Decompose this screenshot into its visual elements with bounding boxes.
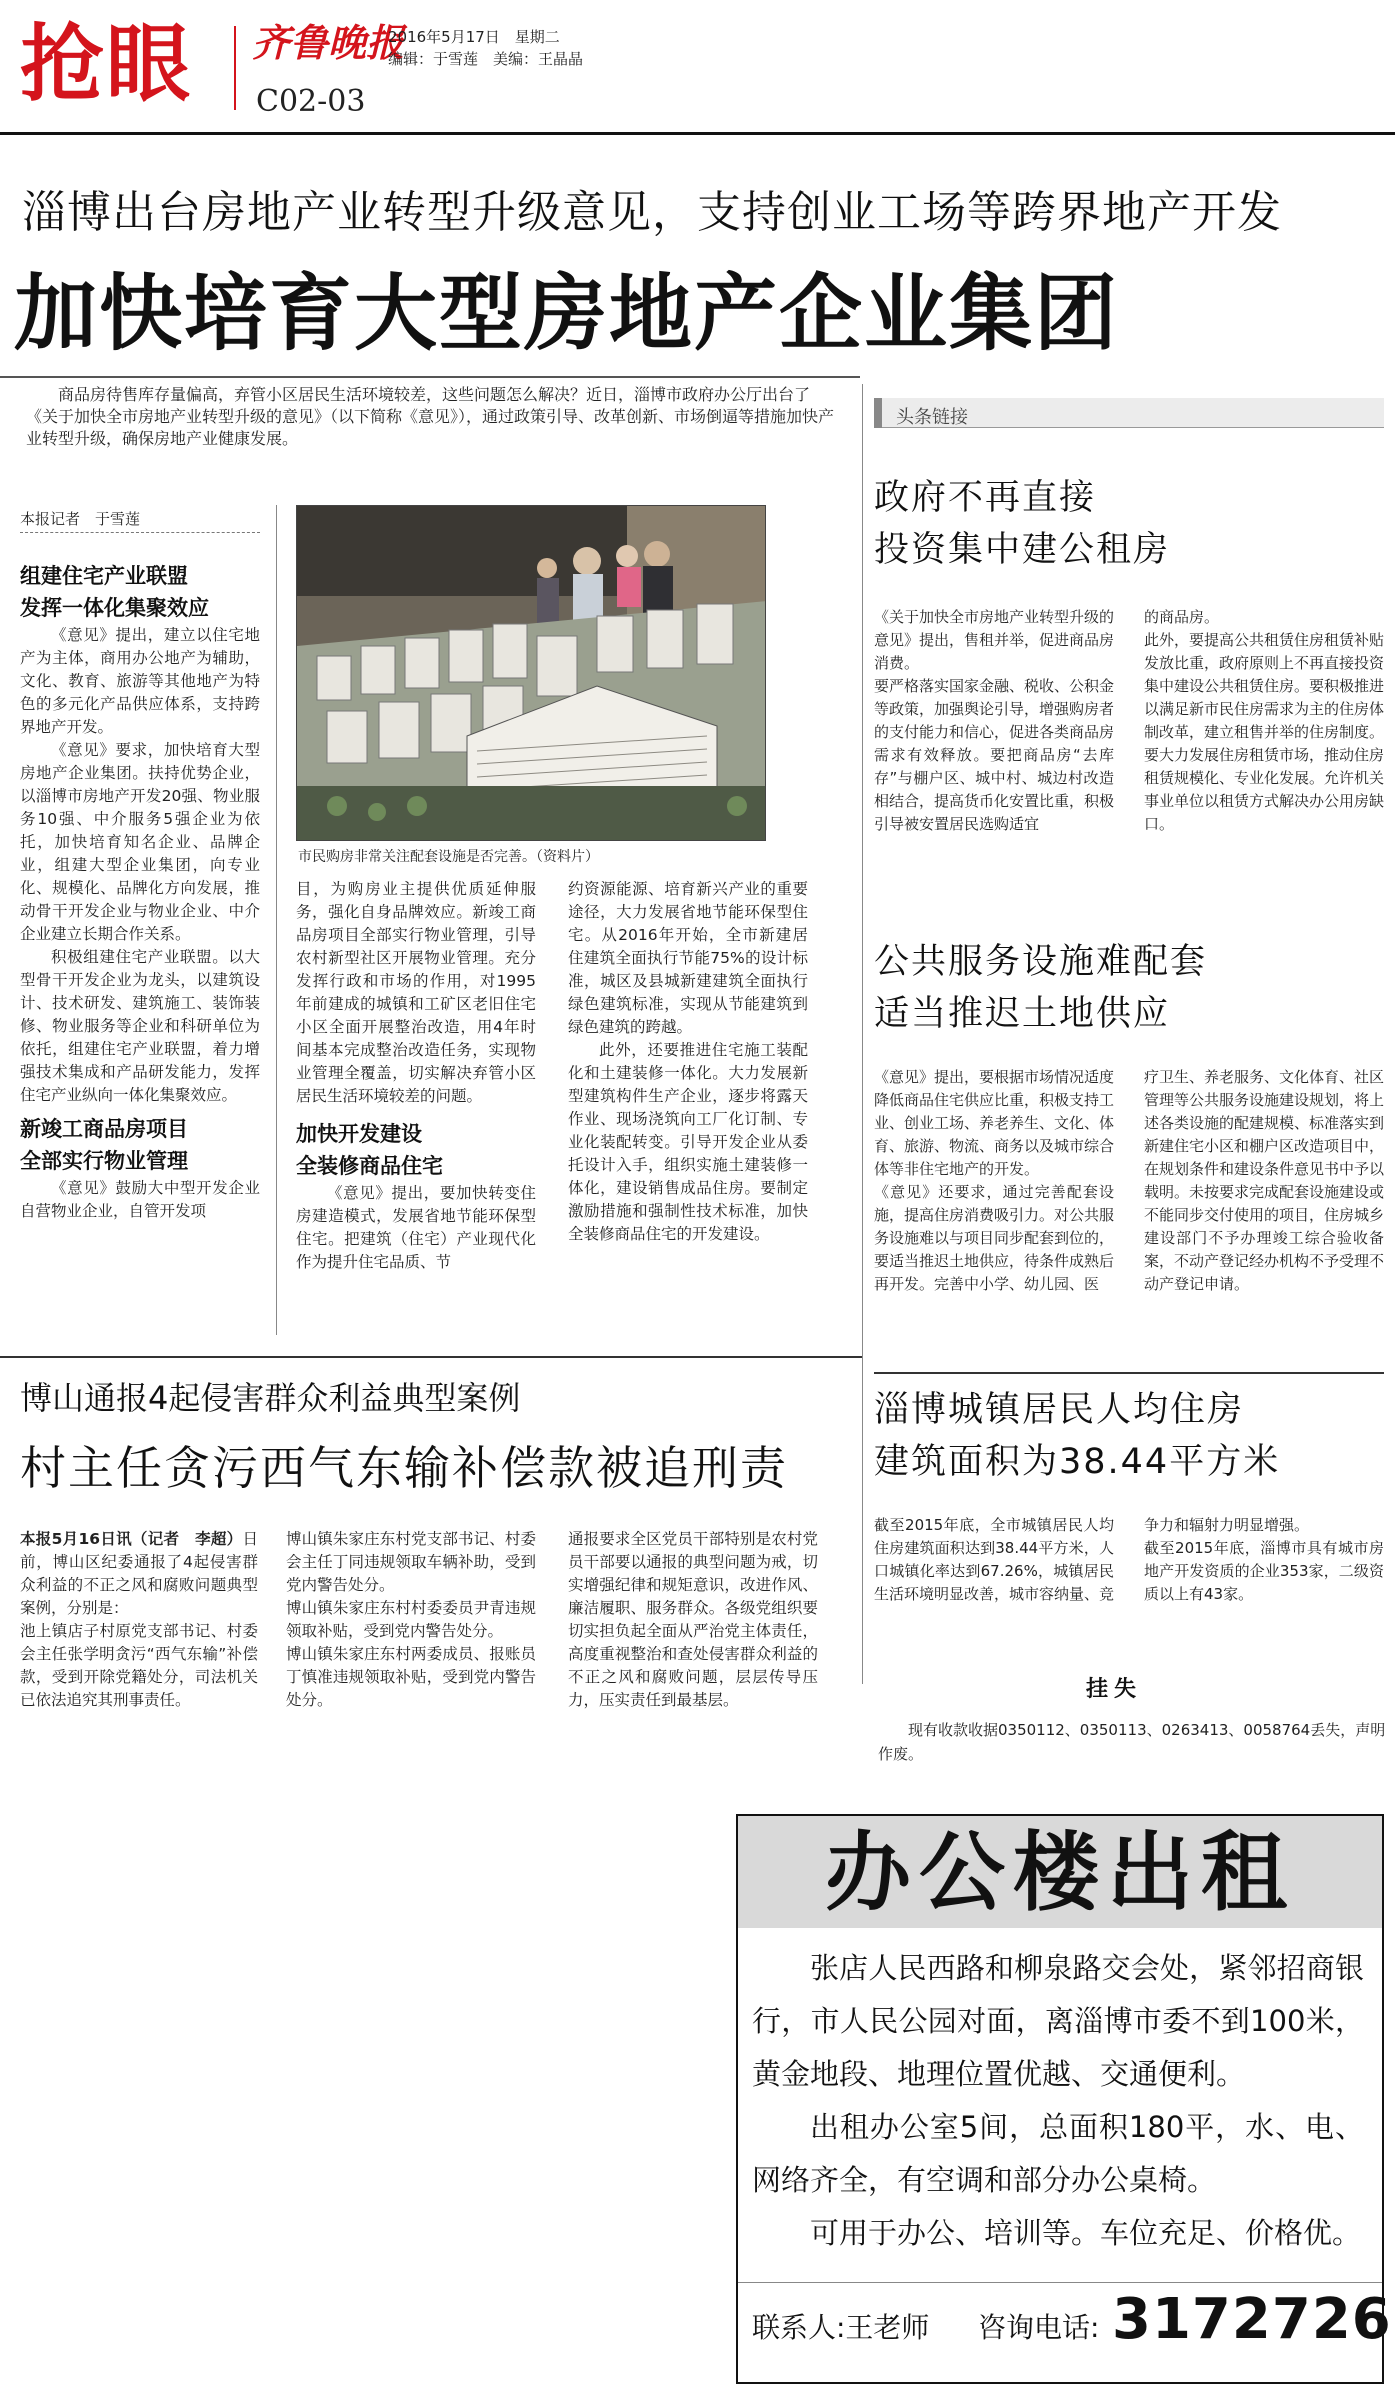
sidebar-s3-rule <box>874 1372 1384 1374</box>
sidebar-head-3: 淄博城镇居民人均住房 建筑面积为38.44平方米 <box>874 1390 1281 1482</box>
ad-phone-number: 3172726 <box>1112 2287 1392 2352</box>
ad-footer-rule <box>738 2282 1382 2283</box>
ad-title: 办公楼出租 <box>825 1822 1295 1923</box>
lost-notice-title: 挂失 <box>1086 1677 1143 1702</box>
paragraph: 《意见》提出，要加快转变住房建造模式，发展省地节能环保型住宅。把建筑（住宅）产业现代化作为提升住宅品质、节 <box>296 1184 536 1271</box>
story2-headline: 村主任贪污西气东输补偿款被追刑责 <box>20 1441 788 1495</box>
paragraph: 约资源能源、培育新兴产业的重要途径，大力发展省地节能环保型住宅。从2016年开始，全市新建居住建筑全面执行节能75%的设计标准，城区及县城新建建筑全面执行绿色建筑标准，实现从节能建筑到绿色建筑的跨越。 <box>568 880 808 1036</box>
column-rule <box>276 505 277 1335</box>
ad-body <box>752 1942 1364 2260</box>
housing-model-photo <box>296 505 766 841</box>
sidebar-story-1-right: 的商品房。 此外，要提高公共租赁住房租赁补贴发放比重，政府原则上不再直接投资集中建设公共租赁住房。要积极推进以满足新市民住房需求为主的住房体制改革，建立租售并举的住房制度。要大力发展住房租赁市场，推动住房租赁规模化、专业化发展。允许机关事业单位以租赁方式解决办公用房缺口。 <box>1144 608 1385 833</box>
sidebar-story-3-right: 争力和辐射力明显增强。 截至2015年底，淄博市具有城市房地产开发资质的企业353家，二级资质以上有43家。 <box>1144 1516 1384 1603</box>
paragraph: 《意见》提出，建立以住宅地产为主体，商用办公地产为辅助，文化、教育、旅游等其他地产为特色的多元化产品供应体系，支持跨界地产开发。 <box>20 626 260 736</box>
sidebar-rule <box>862 384 863 1684</box>
story2-column-2: 博山镇朱家庄东村党支部书记、村委会主任丁同违规领取车辆补助，受到党内警告处分。 博山镇朱家庄东村村委委员尹青违规领取补贴，受到党内警告处分。 博山镇朱家庄东村两委成员、报账员丁慎准违规领取补贴，受到党内警告处分。 <box>286 1530 536 1709</box>
story2-column-1 <box>20 1528 258 1712</box>
lead-text: 商品房待售库存量偏高，弃管小区居民生活环境较差，这些问题怎么解决？近日，淄博市政府办公厅出台了《关于加快全市房地产业转型升级的意见》（以下简称《意见》），通过政策引导、改革创新、市场倒逼等措施加快产业转型升级，确保房地产业健康发展。 <box>26 385 835 448</box>
subhead-industry-alliance: 组建住宅产业联盟 发挥一体化集聚效应 <box>20 564 209 620</box>
ad-paragraph: 可用于办公、培训等。车位充足、价格优。 <box>810 2216 1362 2250</box>
paragraph: 积极组建住宅产业联盟。以大型骨干开发企业为龙头，以建筑设计、技术研发、建筑施工、装饰装修、物业服务等企业和科研单位为依托，组建住宅产业联盟，着力增强技术集成和产品研发能力，发挥住宅产业纵向一体化集聚效应。 <box>20 948 260 1104</box>
paragraph: 《意见》鼓励大中型开发企业自营物业企业，自管开发项 <box>20 1179 260 1220</box>
subhead-property-management: 新竣工商品房项目 全部实行物业管理 <box>20 1117 188 1173</box>
sidebar-story-2-left: 《意见》提出，要根据市场情况适度降低商品住宅供应比重，积极支持工业、创业工场、养老养生、文化、体育、旅游、物流、商务以及城市综合体等非住宅地产的开发。 《意见》还要求，通过完善配套设施，提高住房消费吸引力。对公共服务设施难以与项目同步配套到位的，要适当推迟土地供应，待条件成熟后再开发。完善中小学、幼儿园、医 <box>874 1068 1115 1293</box>
link-label: 头条链接 <box>896 407 968 428</box>
dateline: 本报5月16日讯（记者 李超） <box>20 1530 243 1548</box>
photo-caption: 市民购房非常关注配套设施是否完善。（资料片） <box>298 849 599 865</box>
main-column-1 <box>20 560 260 1223</box>
sidebar-story-1-left: 《关于加快全市房地产业转型升级的意见》提出，售租并举，促进商品房消费。 要严格落实国家金融、税收、公积金等政策，加强舆论引导，增强购房者的支付能力和信心，促进各类商品房需求有效释放。要把商品房“去库存”与棚户区、城中村、城边村改造相结合，提高货币化安置比重，积极引导被安置居民选购适宜 <box>874 608 1115 833</box>
story2-kicker: 博山通报4起侵害群众利益典型案例 <box>20 1379 521 1417</box>
main-kicker: 淄博出台房地产业转型升级意见，支持创业工场等跨界地产开发 <box>22 187 1282 238</box>
header-rule <box>0 132 1395 135</box>
editor-line: 编辑：于雪莲 美编：王晶晶 <box>388 50 584 68</box>
headline-rule <box>0 376 860 378</box>
story2-col1-text: 日前，博山区纪委通报了4起侵害群众利益的不正之风和腐败问题典型案例，分别是： 池上镇店子村原党支部书记、村委会主任张学明贪污“西气东输”补偿款，受到开除党籍处分，司法机关已依法追究其刑事责任。 <box>20 1530 258 1709</box>
story2-top-rule <box>0 1356 862 1358</box>
ad-paragraph: 张店人民西路和柳泉路交会处，紧邻招商银行，市人民公园对面，离淄博市委不到100米，黄金地段、地理位置优越、交通便利。 <box>752 1951 1364 2091</box>
paragraph: 目，为购房业主提供优质延伸服务，强化自身品牌效应。新竣工商品房项目全部实行物业管理，引导农村新型社区开展物业管理。充分发挥行政和市场的作用，对1995年前建成的城镇和工矿区老旧住宅小区全面开展整治改造，用4年时间基本完成整治改造任务，实现物业管理全覆盖，切实解决弃管小区居民生活环境较差的问题。 <box>296 880 536 1105</box>
byline-rule <box>20 532 260 533</box>
newspaper-brand: 齐鲁晚报 <box>252 20 405 65</box>
ad-contact: 联系人:王老师 <box>752 2311 930 2344</box>
sidebar-head-2: 公共服务设施难配套 适当推迟土地供应 <box>874 942 1208 1034</box>
ad-paragraph: 出租办公室5间，总面积180平，水、电、网络齐全，有空调和部分办公桌椅。 <box>752 2110 1364 2197</box>
lead-paragraph <box>26 384 836 450</box>
byline: 本报记者 于雪莲 <box>20 510 141 528</box>
sidebar-head-1: 政府不再直接 投资集中建公租房 <box>874 478 1171 570</box>
page-code: C02-03 <box>256 84 366 119</box>
ad-phone-label: 咨询电话: <box>978 2311 1100 2344</box>
story2-column-3: 通报要求全区党员干部特别是农村党员干部要以通报的典型问题为戒，切实增强纪律和规矩意识，改进作风、廉洁履职、服务群众。各级党组织要切实担负起全面从严治党主体责任，高度重视整治和查处侵害群众利益的不正之风和腐败问题，层层传导压力，压实责任到最基层。 <box>568 1530 818 1709</box>
sidebar-story-3-left: 截至2015年底，全市城镇居民人均住房建筑面积达到38.44平方米，人口城镇化率达到67.26%，城镇居民生活环境明显改善，城市容纳量、竞 <box>874 1516 1115 1603</box>
main-headline: 加快培育大型房地产企业集团 <box>14 265 1119 362</box>
main-column-2 <box>296 878 536 1274</box>
lost-notice-body <box>878 1718 1388 1766</box>
paragraph: 此外，还要推进住宅施工装配化和土建装修一体化。大力发展新型建筑构件生产企业，逐步将露天作业、现场浇筑向工厂化订制、专业化装配转变。引导开发企业从委托设计入手，组织实施土建装修一体化，建设销售成品住房。要制定激励措施和强制性技术标准，加快全装修商品住宅的开发建设。 <box>568 1041 808 1243</box>
header-divider <box>234 26 236 110</box>
date-line: 2016年5月17日 星期二 <box>388 28 560 46</box>
sidebar-story-2-right: 疗卫生、养老服务、文化体育、社区管理等公共服务设施建设规划，将上述各类设施的配建规模、标准落实到新建住宅小区和棚户区改造项目中，在规划条件和建设条件意见书中予以载明。未按要求完成配套设施建设或不能同步交付使用的项目，住房城乡建设部门不予办理竣工综合验收备案，不动产登记经办机构不予受理不动产登记申请。 <box>1144 1068 1385 1293</box>
link-bar-tick <box>874 398 882 428</box>
section-name: 抢眼 <box>20 15 193 113</box>
subhead-full-decoration: 加快开发建设 全装修商品住宅 <box>296 1122 443 1178</box>
lost-notice-text: 现有收款收据0350112、0350113、0263413、0058764丢失，声明作废。 <box>878 1721 1386 1763</box>
paragraph: 《意见》要求，加快培育大型房地产企业集团。扶持优势企业，以淄博市房地产开发20强、物业服务10强、中介服务5强企业为依托，加快培育知名企业、品牌企业，组建大型企业集团，向专业化、规模化、品牌化方向发展，推动骨干开发企业与物业企业、中介企业建立长期合作关系。 <box>20 741 260 943</box>
main-column-3 <box>568 878 808 1246</box>
